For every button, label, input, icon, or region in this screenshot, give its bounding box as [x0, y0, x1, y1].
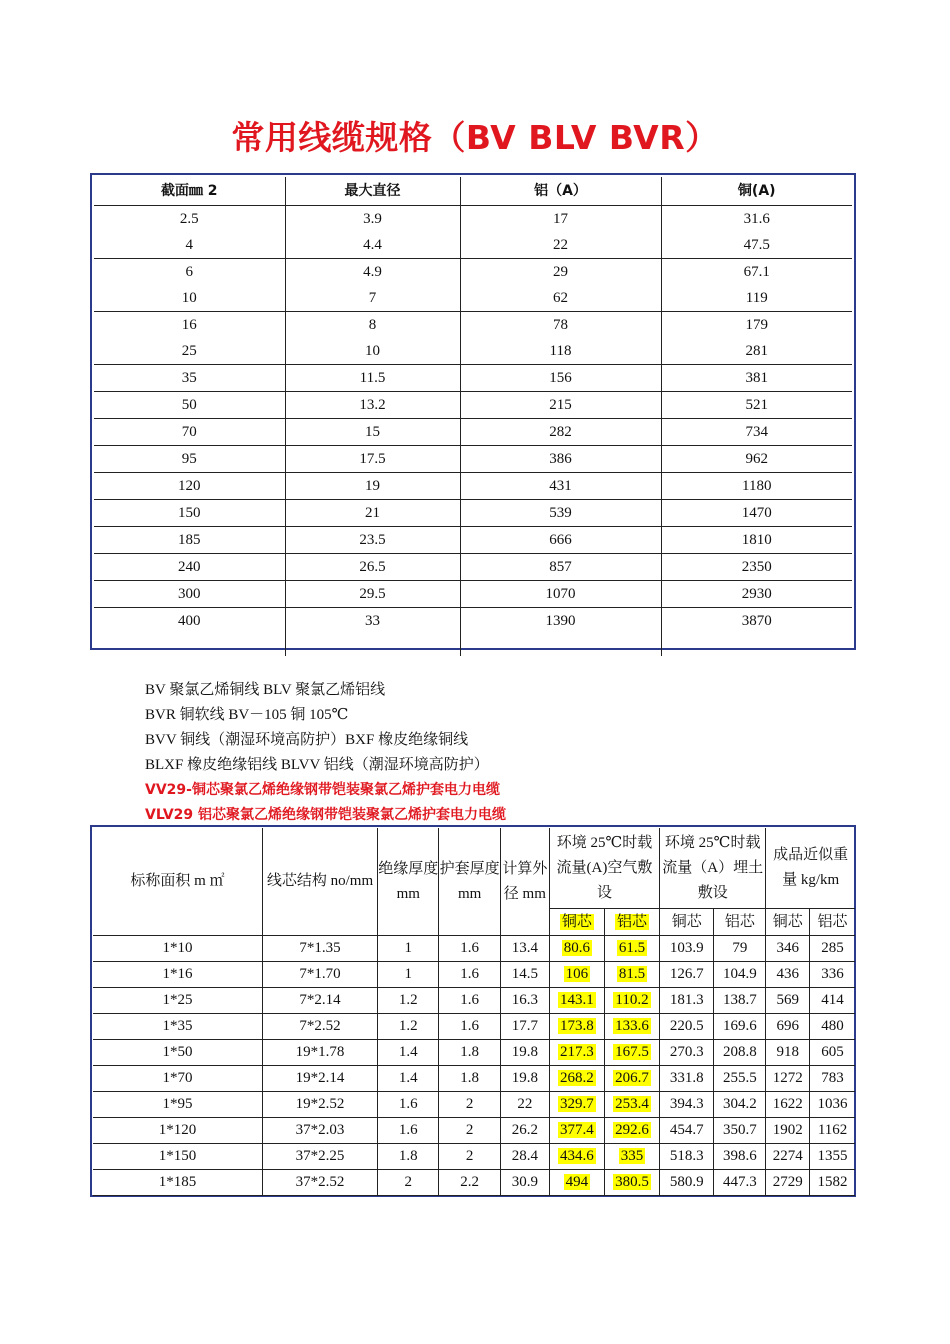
table-cell: 13.4 [500, 936, 549, 962]
table-cell: 1.6 [378, 1092, 439, 1118]
table-cell: 19 [285, 473, 460, 500]
power-cable-grid [93, 828, 855, 1196]
table-row [94, 581, 852, 608]
table-cell: 1*16 [93, 962, 262, 988]
highlighted-value: 268.2 [560, 1070, 594, 1086]
table-cell: 25 [94, 338, 285, 365]
highlighted-value: 81.5 [618, 966, 646, 982]
highlighted-value: 206.7 [615, 1070, 649, 1086]
table-cell: 4.4 [285, 232, 460, 259]
table-cell: 208.8 [714, 1040, 766, 1066]
table-cell: 1.8 [439, 1040, 500, 1066]
table-row [94, 365, 852, 392]
table-cell: 2 [439, 1092, 500, 1118]
table-cell: 50 [94, 392, 285, 419]
highlighted-value: 80.6 [563, 940, 591, 956]
header-copper: 铜(A) [661, 177, 852, 206]
table-cell: 33 [285, 608, 460, 657]
table-cell: 300 [94, 581, 285, 608]
table-header-row [93, 828, 855, 909]
table-cell: 480 [810, 1014, 855, 1040]
table-row [94, 554, 852, 581]
table-cell [549, 1014, 604, 1040]
table-cell: 10 [94, 285, 285, 312]
table-cell: 1*50 [93, 1040, 262, 1066]
highlighted-value: 173.8 [560, 1018, 594, 1034]
table-cell: 8 [285, 312, 460, 339]
note-line: BVV 铜线（潮湿环境高防护）BXF 橡皮绝缘铜线 [145, 732, 469, 748]
table-cell: 1*35 [93, 1014, 262, 1040]
table-cell [549, 988, 604, 1014]
table-cell [549, 1144, 604, 1170]
table-cell: 15 [285, 419, 460, 446]
table-row [94, 392, 852, 419]
table-cell [604, 1118, 659, 1144]
table-cell: 179 [661, 312, 852, 339]
table-cell: 1*10 [93, 936, 262, 962]
table-cell: 282 [460, 419, 661, 446]
table-cell [604, 1170, 659, 1196]
table-cell: 37*2.03 [262, 1118, 377, 1144]
page-title: 常用线缆规格（BV BLV BVR） [231, 118, 719, 157]
table-cell: 346 [766, 936, 810, 962]
table-cell: 285 [810, 936, 855, 962]
table-row [94, 285, 852, 312]
table-cell: 381 [661, 365, 852, 392]
table-cell [604, 988, 659, 1014]
table-cell: 4 [94, 232, 285, 259]
highlighted-value: 143.1 [560, 992, 594, 1008]
table-cell: 156 [460, 365, 661, 392]
table-cell: 13.2 [285, 392, 460, 419]
table-row [93, 1092, 855, 1118]
table-cell: 19.8 [500, 1040, 549, 1066]
table-cell: 1*70 [93, 1066, 262, 1092]
table-cell: 2 [439, 1118, 500, 1144]
table-cell: 120 [94, 473, 285, 500]
table-cell: 95 [94, 446, 285, 473]
table-cell: 78 [460, 312, 661, 339]
table-cell: 103.9 [660, 936, 714, 962]
table-cell: 1036 [810, 1092, 855, 1118]
table-row [94, 446, 852, 473]
table-cell: 37*2.25 [262, 1144, 377, 1170]
table-cell: 2930 [661, 581, 852, 608]
table-cell: 29 [460, 259, 661, 286]
table-row [93, 962, 855, 988]
table-row [93, 1170, 855, 1196]
header-weight: 成品近似重量 kg/km [766, 828, 855, 909]
table-cell: 6 [94, 259, 285, 286]
table-cell: 14.5 [500, 962, 549, 988]
table-cell: 1*95 [93, 1092, 262, 1118]
table-cell: 1180 [661, 473, 852, 500]
table-cell: 17.5 [285, 446, 460, 473]
table-cell: 605 [810, 1040, 855, 1066]
table-cell: 22 [460, 232, 661, 259]
table-cell: 431 [460, 473, 661, 500]
highlighted-value: 167.5 [615, 1044, 649, 1060]
header-core: 线芯结构 no/mm [262, 828, 377, 936]
highlighted-value: 253.4 [615, 1096, 649, 1112]
table-cell: 696 [766, 1014, 810, 1040]
table-cell: 1 [378, 962, 439, 988]
table-cell: 16 [94, 312, 285, 339]
table-cell: 783 [810, 1066, 855, 1092]
table-cell: 1.6 [378, 1118, 439, 1144]
note-line: BLXF 橡皮绝缘铝线 BLVV 铝线（潮湿环境高防护） [145, 757, 489, 773]
table-cell: 2350 [661, 554, 852, 581]
table-cell [549, 962, 604, 988]
table-cell [549, 1170, 604, 1196]
table-cell: 4.9 [285, 259, 460, 286]
highlighted-value: 494 [565, 1174, 589, 1190]
note-line: BVR 铜软线 BV－105 铜 105℃ [145, 707, 349, 723]
header-ground-current: 环境 25℃时载流量（A）埋土敷设 [660, 828, 766, 909]
subheader-air-aluminum: 铝芯 [604, 909, 659, 936]
table-cell: 1.6 [439, 962, 500, 988]
table-cell: 21 [285, 500, 460, 527]
subheader-weight-copper: 铜芯 [766, 909, 810, 936]
table-cell: 22 [500, 1092, 549, 1118]
table-cell [549, 1118, 604, 1144]
table-cell: 1622 [766, 1092, 810, 1118]
table-cell: 1*150 [93, 1144, 262, 1170]
table-cell [549, 1066, 604, 1092]
table-cell: 1470 [661, 500, 852, 527]
table-cell: 26.2 [500, 1118, 549, 1144]
highlighted-value: 217.3 [560, 1044, 594, 1060]
table-row [94, 206, 852, 233]
table-cell: 138.7 [714, 988, 766, 1014]
header-aluminum: 铝（A） [460, 177, 661, 206]
table-cell: 569 [766, 988, 810, 1014]
highlighted-value: 110.2 [615, 992, 649, 1008]
table-cell: 3.9 [285, 206, 460, 233]
table-header-row [94, 177, 852, 206]
table-cell: 1.2 [378, 1014, 439, 1040]
table-cell: 1.6 [439, 988, 500, 1014]
table-cell: 1902 [766, 1118, 810, 1144]
power-cable-table [90, 825, 856, 1197]
table-row [93, 1144, 855, 1170]
table-cell: 304.2 [714, 1092, 766, 1118]
highlighted-value: 335 [620, 1148, 644, 1164]
table-cell: 2.2 [439, 1170, 500, 1196]
table-cell: 331.8 [660, 1066, 714, 1092]
table-cell: 336 [810, 962, 855, 988]
table-cell: 23.5 [285, 527, 460, 554]
table-cell [604, 1014, 659, 1040]
note-line: BV 聚氯乙烯铜线 BLV 聚氯乙烯铝线 [145, 682, 386, 698]
table-cell: 1.2 [378, 988, 439, 1014]
highlighted-value: 61.5 [618, 940, 646, 956]
table-cell: 19.8 [500, 1066, 549, 1092]
table-cell [604, 1092, 659, 1118]
table-cell: 447.3 [714, 1170, 766, 1196]
cable-spec-table [90, 173, 856, 650]
table-cell: 7 [285, 285, 460, 312]
table-cell: 454.7 [660, 1118, 714, 1144]
table-cell: 270.3 [660, 1040, 714, 1066]
table-cell: 19*2.52 [262, 1092, 377, 1118]
table-cell: 215 [460, 392, 661, 419]
header-air-current: 环境 25℃时载流量(A)空气敷设 [549, 828, 659, 909]
table-row [93, 1118, 855, 1144]
table-row [94, 338, 852, 365]
table-cell: 220.5 [660, 1014, 714, 1040]
table-cell: 70 [94, 419, 285, 446]
table-cell: 47.5 [661, 232, 852, 259]
table-cell: 7*2.52 [262, 1014, 377, 1040]
table-cell: 1.4 [378, 1066, 439, 1092]
table-cell: 1.6 [439, 936, 500, 962]
table-cell: 1.8 [378, 1144, 439, 1170]
table-cell: 126.7 [660, 962, 714, 988]
table-cell: 169.6 [714, 1014, 766, 1040]
table-cell: 17.7 [500, 1014, 549, 1040]
table-cell: 37*2.52 [262, 1170, 377, 1196]
table-row [94, 500, 852, 527]
cable-spec-grid [94, 177, 852, 656]
table-cell [604, 962, 659, 988]
table-cell: 436 [766, 962, 810, 988]
table-cell: 539 [460, 500, 661, 527]
table-row [94, 259, 852, 286]
table-cell [549, 1092, 604, 1118]
table-row [93, 1040, 855, 1066]
table-cell: 255.5 [714, 1066, 766, 1092]
table-row [94, 527, 852, 554]
highlighted-value: 380.5 [615, 1174, 649, 1190]
table-row [94, 419, 852, 446]
table-cell: 2729 [766, 1170, 810, 1196]
table-cell: 79 [714, 936, 766, 962]
table-cell: 1070 [460, 581, 661, 608]
header-sheath: 护套厚度 mm [439, 828, 500, 936]
highlighted-value: 292.6 [615, 1122, 649, 1138]
table-cell: 350.7 [714, 1118, 766, 1144]
table-cell: 1.8 [439, 1066, 500, 1092]
highlighted-value: 329.7 [560, 1096, 594, 1112]
table-row [93, 988, 855, 1014]
table-cell: 857 [460, 554, 661, 581]
table-cell: 29.5 [285, 581, 460, 608]
table-cell: 10 [285, 338, 460, 365]
table-row [93, 936, 855, 962]
table-cell: 26.5 [285, 554, 460, 581]
table-cell: 1*25 [93, 988, 262, 1014]
table-cell: 521 [661, 392, 852, 419]
table-row [94, 312, 852, 339]
table-cell [604, 1040, 659, 1066]
table-cell: 734 [661, 419, 852, 446]
table-cell: 28.4 [500, 1144, 549, 1170]
table-cell: 414 [810, 988, 855, 1014]
cable-type-notes [145, 678, 506, 828]
table-cell: 1*185 [93, 1170, 262, 1196]
header-max-diameter: 最大直径 [285, 177, 460, 206]
table-cell: 918 [766, 1040, 810, 1066]
table-cell: 1355 [810, 1144, 855, 1170]
table-cell: 240 [94, 554, 285, 581]
table-cell: 394.3 [660, 1092, 714, 1118]
table-cell: 400 [94, 608, 285, 657]
table-cell: 31.6 [661, 206, 852, 233]
table-cell: 1162 [810, 1118, 855, 1144]
header-area: 标称面积 m ㎡ [93, 828, 262, 936]
subheader-ground-aluminum: 铝芯 [714, 909, 766, 936]
table-cell: 1272 [766, 1066, 810, 1092]
highlighted-value: 106 [565, 966, 589, 982]
table-row [94, 473, 852, 500]
table-cell: 2274 [766, 1144, 810, 1170]
table-cell: 1390 [460, 608, 661, 657]
table-cell: 3870 [661, 608, 852, 657]
subheader-weight-aluminum: 铝芯 [810, 909, 855, 936]
table-cell: 35 [94, 365, 285, 392]
table-cell: 30.9 [500, 1170, 549, 1196]
table-cell: 398.6 [714, 1144, 766, 1170]
table-cell: 962 [661, 446, 852, 473]
subheader-ground-copper: 铜芯 [660, 909, 714, 936]
table-cell: 150 [94, 500, 285, 527]
table-cell [549, 1040, 604, 1066]
table-row [93, 1014, 855, 1040]
table-cell: 1 [378, 936, 439, 962]
highlighted-value: 434.6 [560, 1148, 594, 1164]
table-cell: 185 [94, 527, 285, 554]
table-cell: 104.9 [714, 962, 766, 988]
header-cross-section: 截面㎜ 2 [94, 177, 285, 206]
subheader-air-copper: 铜芯 [549, 909, 604, 936]
table-cell: 19*2.14 [262, 1066, 377, 1092]
table-cell: 7*2.14 [262, 988, 377, 1014]
table-cell [604, 1066, 659, 1092]
table-row [94, 232, 852, 259]
table-cell: 1810 [661, 527, 852, 554]
table-cell: 2.5 [94, 206, 285, 233]
table-cell: 7*1.35 [262, 936, 377, 962]
highlighted-value: 133.6 [615, 1018, 649, 1034]
table-cell: 1582 [810, 1170, 855, 1196]
table-cell: 386 [460, 446, 661, 473]
table-cell: 1.4 [378, 1040, 439, 1066]
table-cell [604, 1144, 659, 1170]
table-cell: 580.9 [660, 1170, 714, 1196]
note-line-highlighted: VV29-铜芯聚氯乙烯绝缘钢带铠装聚氯乙烯护套电力电缆 [145, 782, 500, 798]
table-cell: 16.3 [500, 988, 549, 1014]
table-cell: 1.6 [439, 1014, 500, 1040]
highlighted-value: 377.4 [560, 1122, 594, 1138]
table-cell: 19*1.78 [262, 1040, 377, 1066]
table-cell: 62 [460, 285, 661, 312]
table-cell [604, 936, 659, 962]
table-row [93, 1066, 855, 1092]
table-cell: 67.1 [661, 259, 852, 286]
table-cell: 7*1.70 [262, 962, 377, 988]
table-cell: 1*120 [93, 1118, 262, 1144]
header-outer-diameter: 计算外径 mm [500, 828, 549, 936]
header-insulation: 绝缘厚度 mm [378, 828, 439, 936]
table-cell [549, 936, 604, 962]
table-cell: 17 [460, 206, 661, 233]
table-cell: 2 [439, 1144, 500, 1170]
table-row [94, 608, 852, 657]
table-cell: 518.3 [660, 1144, 714, 1170]
table-cell: 2 [378, 1170, 439, 1196]
note-line-highlighted: VLV29 铝芯聚氯乙烯绝缘钢带铠装聚氯乙烯护套电力电缆 [145, 807, 507, 823]
table-cell: 281 [661, 338, 852, 365]
table-cell: 181.3 [660, 988, 714, 1014]
table-cell: 666 [460, 527, 661, 554]
table-cell: 11.5 [285, 365, 460, 392]
table-cell: 118 [460, 338, 661, 365]
table-cell: 119 [661, 285, 852, 312]
